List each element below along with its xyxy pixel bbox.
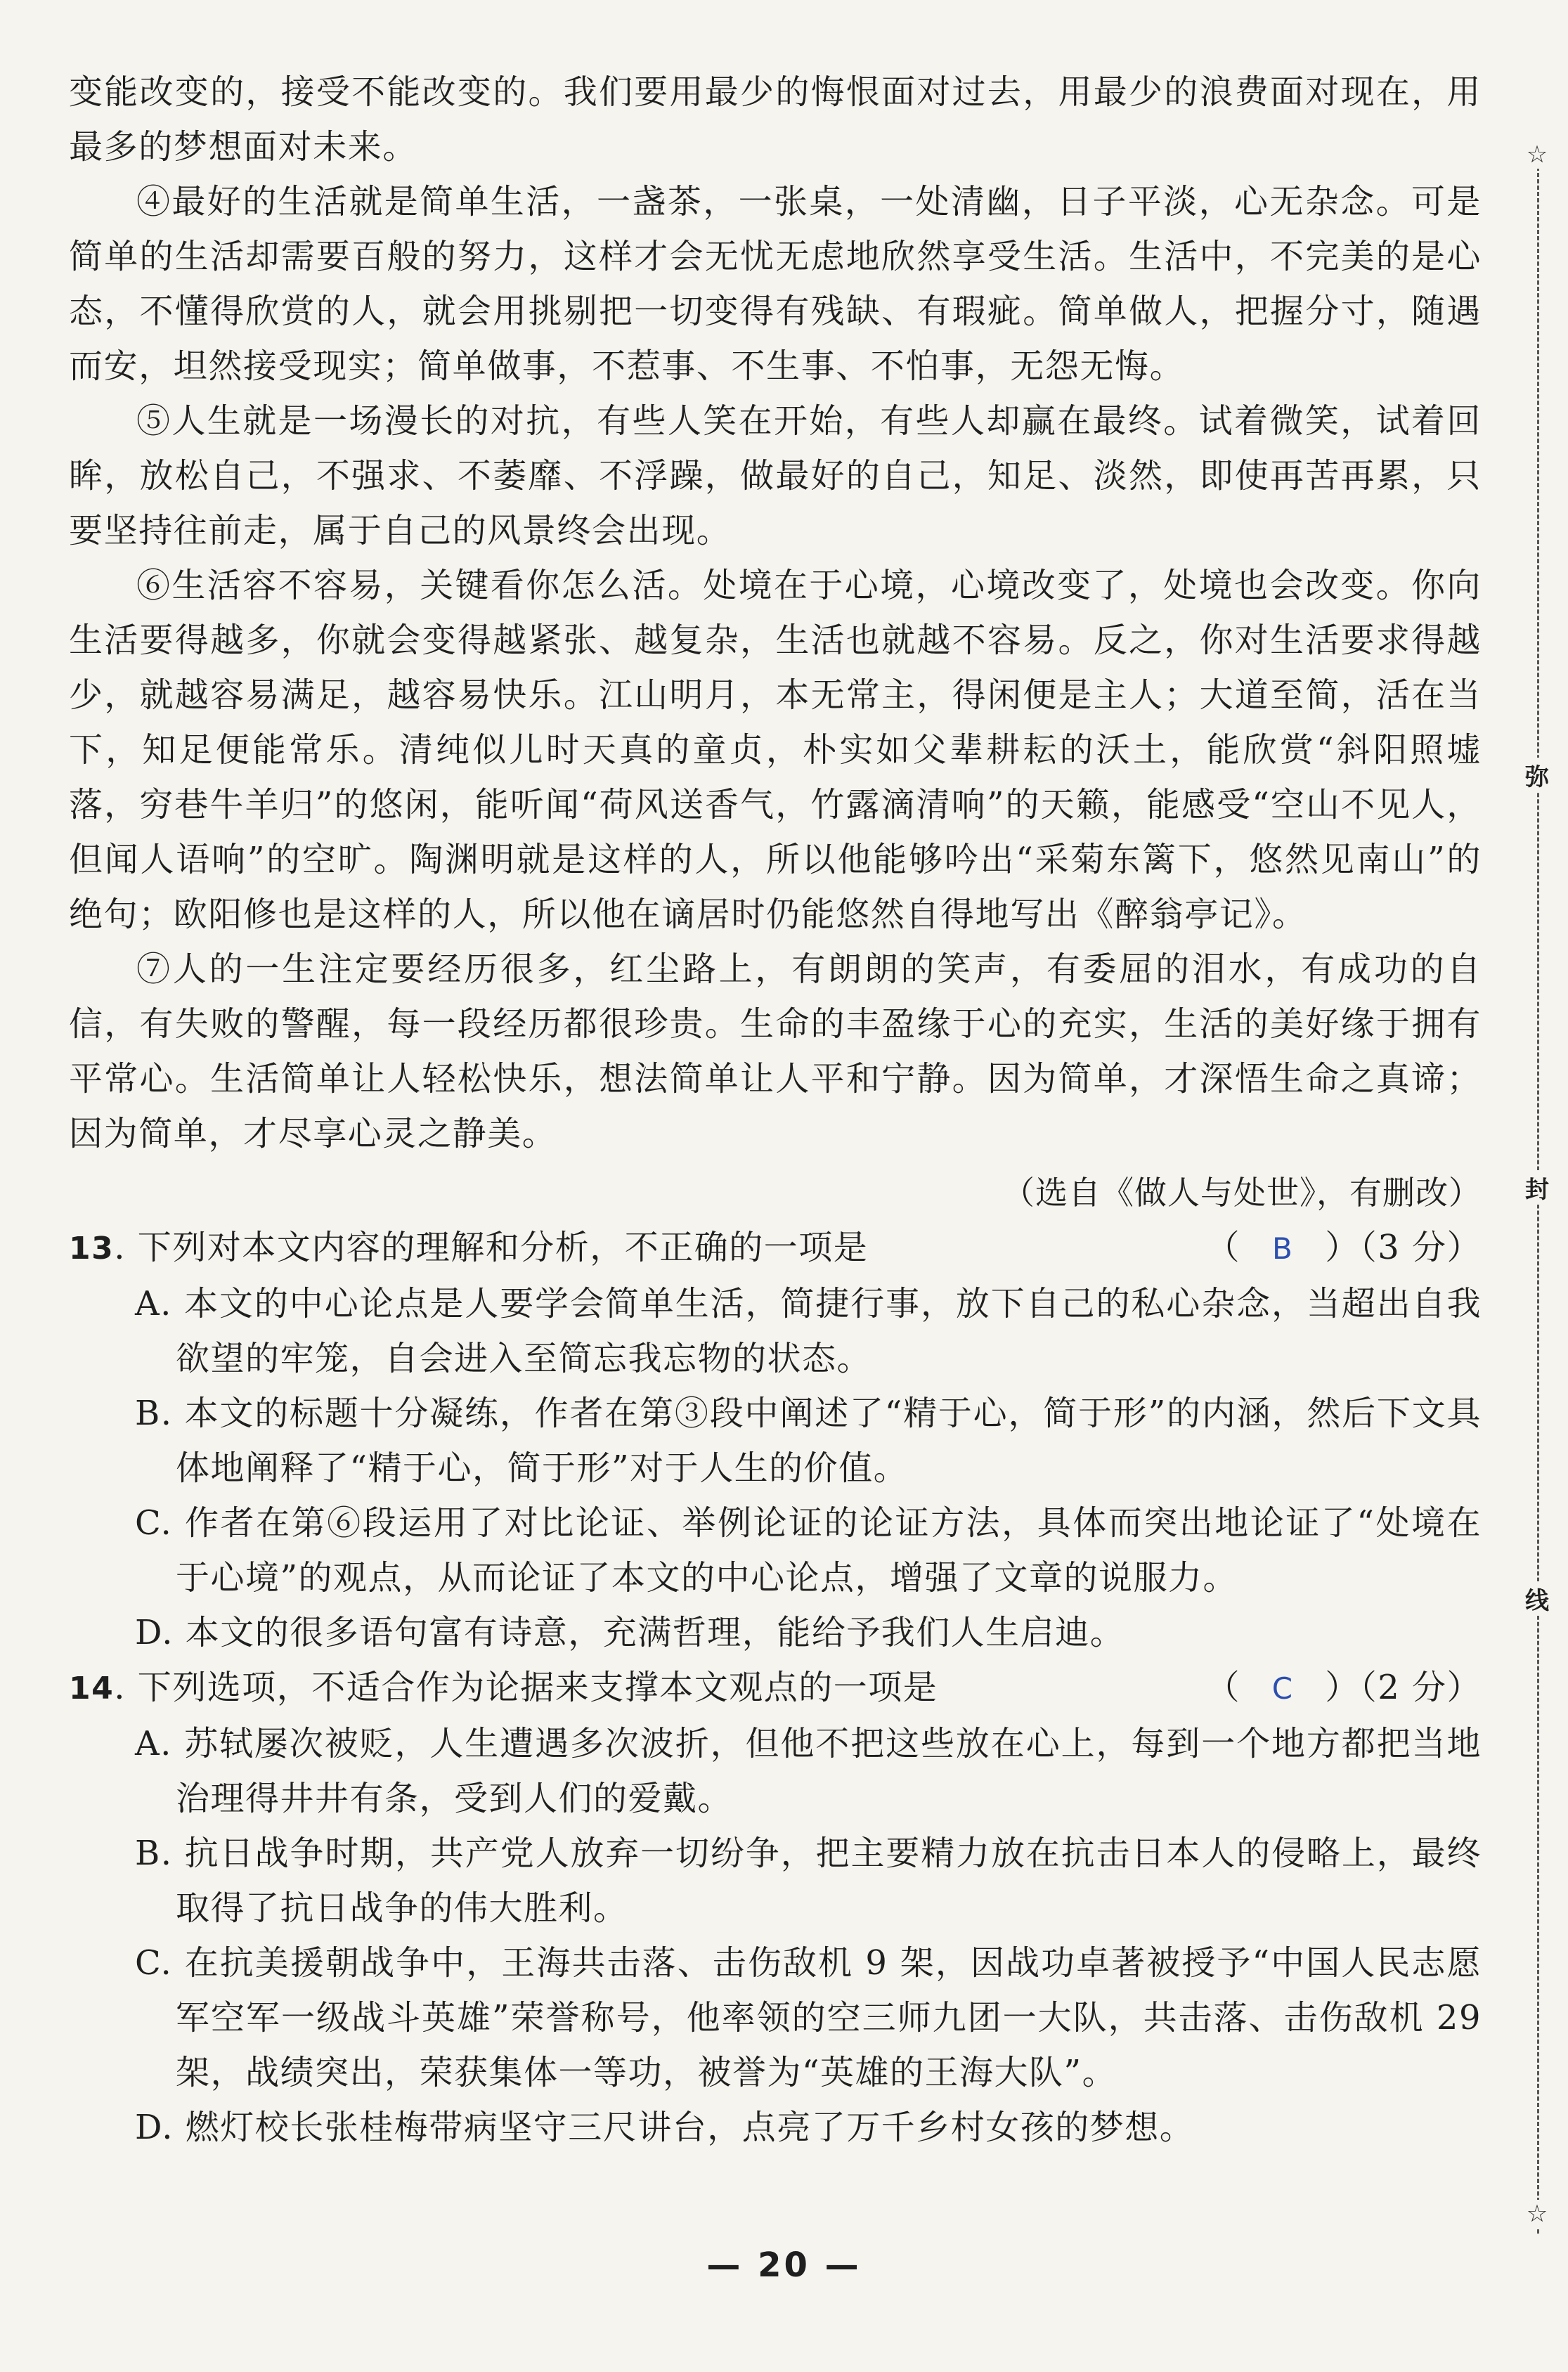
answer-slot	[1206, 1220, 1482, 1276]
question-13	[69, 1220, 1482, 1276]
option-c	[69, 1936, 1482, 2100]
paragraph-1: 变能改变的，接受不能改变的。我们要用最少的悔恨面对过去，用最少的浪费面对现在，用最多的梦想面对未来。	[69, 72, 1482, 167]
question-stem: . 下列对本文内容的理解和分析，不正确的一项是	[114, 1228, 869, 1267]
option-text: 苏轼屡次被贬，人生遭遇多次波折，但他不把这些放在心上，每到一个地方都把当地治理得井井有条，受到人们的爱戴。	[176, 1724, 1482, 1818]
option-a	[69, 1276, 1482, 1386]
option-b	[69, 1386, 1482, 1496]
option-d	[69, 2100, 1482, 2155]
question-number: 13	[69, 1231, 115, 1266]
answer-bracket-open: （	[1205, 1668, 1241, 1707]
option-d	[69, 1605, 1482, 1660]
option-text: 本文的很多语句富有诗意，充满哲理，能给予我们人生启迪。	[185, 1613, 1125, 1652]
option-label: C.	[135, 1943, 173, 1983]
answer-score: ）（2 分）	[1325, 1668, 1482, 1707]
option-a	[69, 1716, 1482, 1826]
option-label: C.	[135, 1503, 173, 1543]
option-label: A.	[135, 1284, 172, 1323]
option-text: 本文的标题十分凝练，作者在第③段中阐述了“精于心，简于形”的内涵，然后下文具体地阐释了“精于心，简于形”对于人生的价值。	[176, 1394, 1482, 1488]
option-label: B.	[135, 1834, 173, 1873]
answer-slot	[1206, 1660, 1482, 1716]
option-text: 在抗美援朝战争中，王海共击落、击伤敌机 9 架，因战功卓著被授予“中国人民志愿军空军一级战斗英雄”荣誉称号，他率领的空三师九团一大队，共击落、击伤敌机 29 架，战绩突出，荣获集体一等功，被誉为“英雄的王海大队”。	[176, 1943, 1482, 2092]
paragraph-7: ⑦人的一生注定要经历很多，红尘路上，有朗朗的笑声，有委屈的泪水，有成功的自信，有失败的警醒，每一段经历都很珍贵。生命的丰盈缘于心的充实，生活的美好缘于拥有平常心。生活简单让人轻松快乐，想法简单让人平和宁静。因为简单，才深悟生命之真谛；因为简单，才尽享心灵之静美。	[69, 950, 1482, 1153]
page-number: — 20 —	[706, 2245, 862, 2285]
paragraph-5: ⑤人生就是一场漫长的对抗，有些人笑在开始，有些人却赢在最终。试着微笑，试着回眸，放松自己，不强求、不萎靡、不浮躁，做最好的自己，知足、淡然，即使再苦再累，只要坚持往前走，属于自己的风景终会出现。	[69, 401, 1482, 550]
option-label: B.	[135, 1394, 173, 1433]
document-body	[69, 65, 1482, 2155]
option-label: D.	[135, 1613, 174, 1652]
option-c	[69, 1496, 1482, 1605]
answer-letter: B	[1272, 1231, 1294, 1266]
question-stem: . 下列选项，不适合作为论据来支撑本文观点的一项是	[114, 1668, 938, 1707]
option-text: 燃灯校长张桂梅带病坚守三尺讲台，点亮了万千乡村女孩的梦想。	[185, 2108, 1195, 2147]
binding-char-feng: 封	[1520, 1170, 1554, 1205]
source-citation: （选自《做人与处世》，有删改）	[1002, 1174, 1482, 1212]
option-text: 抗日战争时期，共产党人放弃一切纷争，把主要精力放在抗击日本人的侵略上，最终取得了抗日战争的伟大胜利。	[176, 1834, 1482, 1928]
option-text: 作者在第⑥段运用了对比论证、举例论证的论证方法，具体而突出地论证了“处境在于心境”的观点，从而论证了本文的中心论点，增强了文章的说服力。	[176, 1503, 1482, 1597]
answer-bracket-open: （	[1205, 1228, 1241, 1267]
star-icon: ☆	[1517, 2200, 1557, 2228]
option-label: D.	[135, 2108, 174, 2147]
question-14	[69, 1660, 1482, 1716]
option-label: A.	[135, 1724, 172, 1763]
binding-char-xian: 线	[1520, 1581, 1554, 1616]
question-number: 14	[69, 1671, 115, 1706]
paragraph-6: ⑥生活容不容易，关键看你怎么活。处境在于心境，心境改变了，处境也会改变。你向生活要得越多，你就会变得越紧张、越复杂，生活也就越不容易。反之，你对生活要求得越少，就越容易满足，越容易快乐。江山明月，本无常主，得闲便是主人；大道至简，活在当下，知足便能常乐。清纯似儿时天真的童贞，朴实如父辈耕耘的沃土，能欣赏“斜阳照墟落，穷巷牛羊归”的悠闲，能听闻“荷风送香气，竹露滴清响”的天籁，能感受“空山不见人，但闻人语响”的空旷。陶渊明就是这样的人，所以他能够吟出“采菊东篱下，悠然见南山”的绝句；欧阳修也是这样的人，所以他在谪居时仍能悠然自得地写出《醉翁亭记》。	[69, 566, 1482, 934]
option-text: 本文的中心论点是人要学会简单生活，简捷行事，放下自己的私心杂念，当超出自我欲望的牢笼，自会进入至简忘我忘物的状态。	[176, 1284, 1482, 1378]
binding-char-mi: 弥	[1520, 758, 1554, 792]
star-icon: ☆	[1517, 141, 1557, 169]
option-b	[69, 1826, 1482, 1936]
paragraph-4: ④最好的生活就是简单生活，一盏茶，一张桌，一处清幽，日子平淡，心无杂念。可是简单的生活却需要百般的努力，这样才会无忧无虑地欣然享受生活。生活中，不完美的是心态，不懂得欣赏的人，就会用挑剔把一切变得有残缺、有瑕疵。简单做人，把握分寸，随遇而安，坦然接受现实；简单做事，不惹事、不生事、不怕事，无怨无悔。	[69, 182, 1482, 386]
answer-score: ）（3 分）	[1325, 1228, 1482, 1267]
answer-letter: C	[1271, 1671, 1294, 1706]
